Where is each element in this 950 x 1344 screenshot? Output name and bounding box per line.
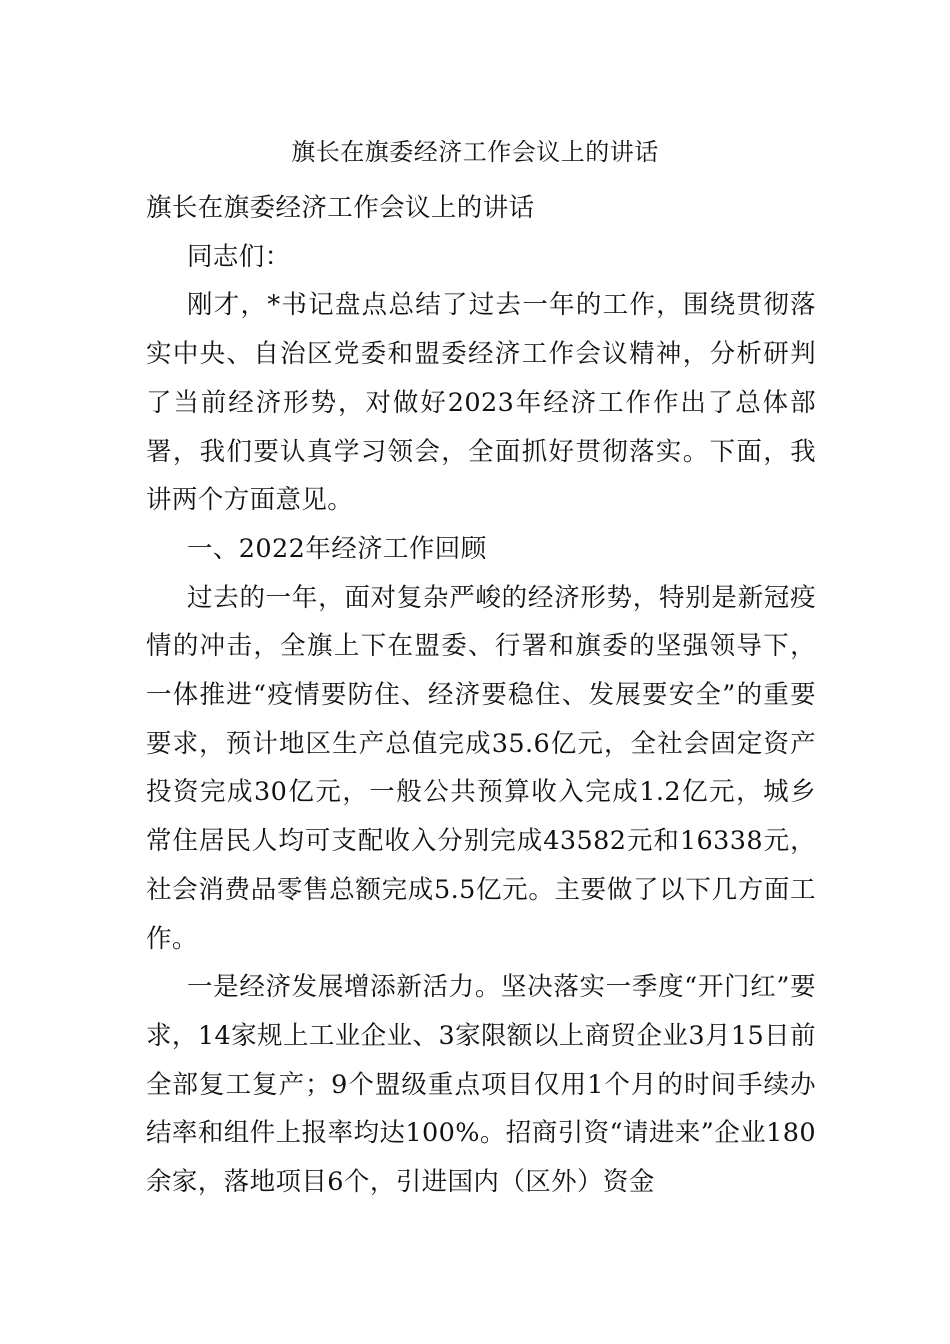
section-heading-review: 一、2022年经济工作回顾	[187, 533, 487, 564]
subtitle-line: 旗长在旗委经济工作会议上的讲话	[146, 193, 535, 223]
document-body	[146, 184, 816, 1207]
paragraph-opening: 刚才，*书记盘点总结了过去一年的工作，围绕贯彻落实中央、自治区党委和盟委经济工作会议精神，分析研判了当前经济形势，对做好2023年经济工作作出了总体部署，我们要认真学习领会，全面抓好贯彻落实。下面，我讲两个方面意见。	[146, 290, 816, 516]
paragraph-economic-vitality: 一是经济发展增添新活力。坚决落实一季度“开门红”要求，14家规上工业企业、3家限额以上商贸企业3月15日前全部复工复产；9个盟级重点项目仅用1个月的时间手续办结率和组件上报率均达100%。招商引资“请进来”企业180余家，落地项目6个，引进国内（区外）资金	[146, 972, 816, 1198]
salutation: 同志们：	[187, 241, 291, 272]
document-title: 旗长在旗委经济工作会议上的讲话	[291, 138, 659, 166]
paragraph-review: 过去的一年，面对复杂严峻的经济形势，特别是新冠疫情的冲击，全旗上下在盟委、行署和旗委的坚强领导下，一体推进“疫情要防住、经济要稳住、发展要安全”的重要要求，预计地区生产总值完成35.6亿元，全社会固定资产投资完成30亿元，一般公共预算收入完成1.2亿元，城乡常住居民人均可支配收入分别完成43582元和16338元，社会消费品零售总额完成5.5亿元。主要做了以下几方面工作。	[146, 582, 816, 954]
